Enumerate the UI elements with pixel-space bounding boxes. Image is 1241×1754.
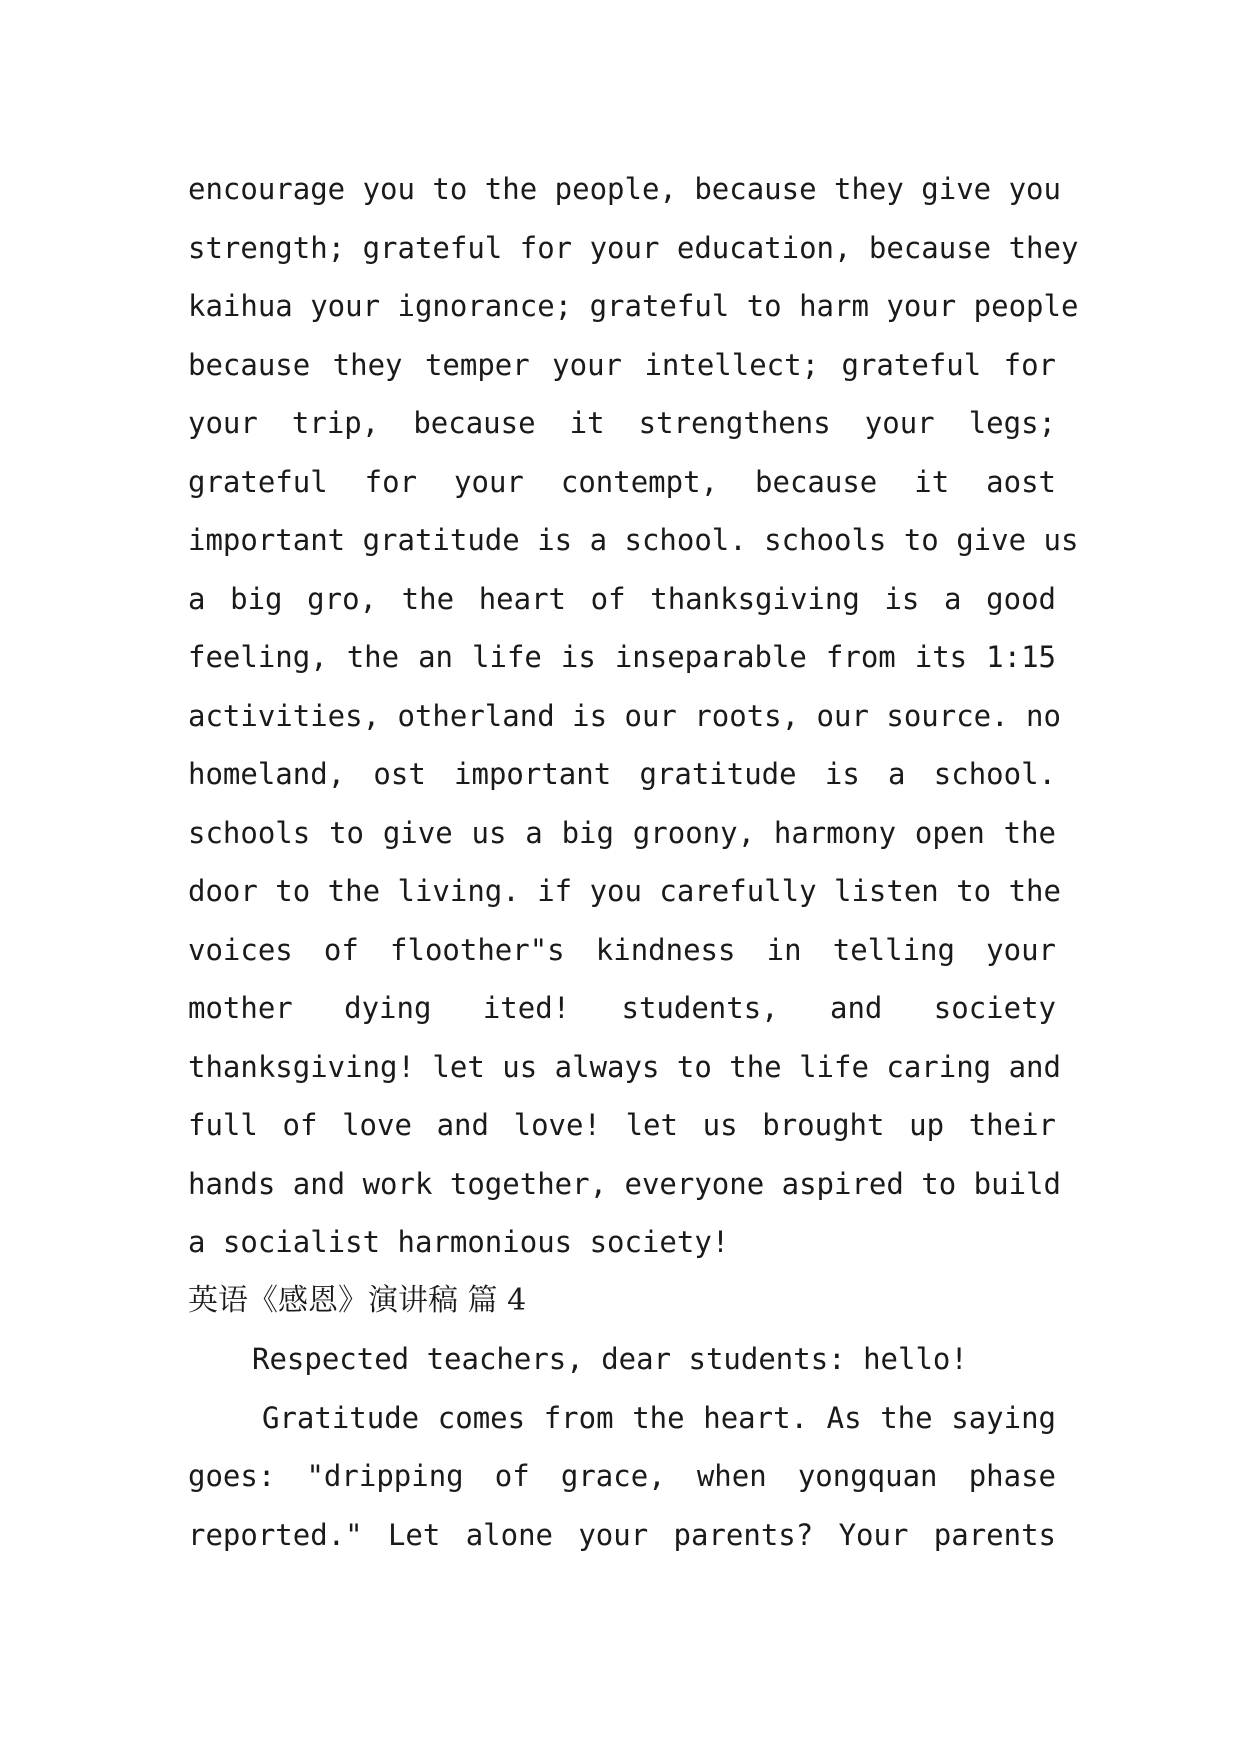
text-line: strength; grateful for your education, because they bbox=[188, 230, 1079, 265]
text-line: important gratitude is a school. schools to give us bbox=[188, 523, 1079, 557]
text-line: because they temper your intellect; grateful for bbox=[188, 347, 1056, 382]
text-line: goes: "dripping of grace, when yongquan phase bbox=[188, 1459, 1056, 1493]
text-line: reported." Let alone your parents? Your parents bbox=[188, 1517, 1056, 1552]
text-line: homeland, ost important gratitude is a school. bbox=[188, 757, 1056, 791]
text-line: Gratitude comes from the heart. As the saying bbox=[262, 1400, 1056, 1435]
text-line: feeling, the an life is inseparable from its 1:15 bbox=[188, 640, 1056, 674]
text-line: a big gro, the heart of thanksgiving is a good bbox=[188, 581, 1056, 616]
text-line: your trip, because it strengthens your legs; bbox=[188, 406, 1056, 440]
text-line: grateful for your contempt, because it aost bbox=[188, 464, 1056, 499]
document-body bbox=[188, 160, 1079, 1564]
text-line: door to the living. if you carefully listen to the bbox=[188, 874, 1061, 908]
text-line: kaihua your ignorance; grateful to harm your people bbox=[188, 289, 1079, 323]
text-line: encourage you to the people, because they give you bbox=[188, 172, 1061, 206]
text-line: thanksgiving! let us always to the life caring and bbox=[188, 1049, 1061, 1084]
text-line: mother dying ited! students, and society bbox=[188, 991, 1056, 1025]
text-line: activities, otherland is our roots, our source. no bbox=[188, 698, 1061, 733]
text-line: a socialist harmonious society! bbox=[188, 1225, 730, 1259]
greeting-line: Respected teachers, dear students: hello! bbox=[252, 1342, 968, 1376]
text-line: full of love and love! let us brought up their bbox=[188, 1108, 1056, 1142]
text-line: voices of floother"s kindness in telling your bbox=[188, 932, 1056, 967]
text-line: hands and work together, everyone aspired to build bbox=[188, 1166, 1061, 1201]
text-line: schools to give us a big groony, harmony open the bbox=[188, 815, 1056, 850]
section-heading: 英语《感恩》演讲稿 篇 4 bbox=[188, 1282, 527, 1318]
